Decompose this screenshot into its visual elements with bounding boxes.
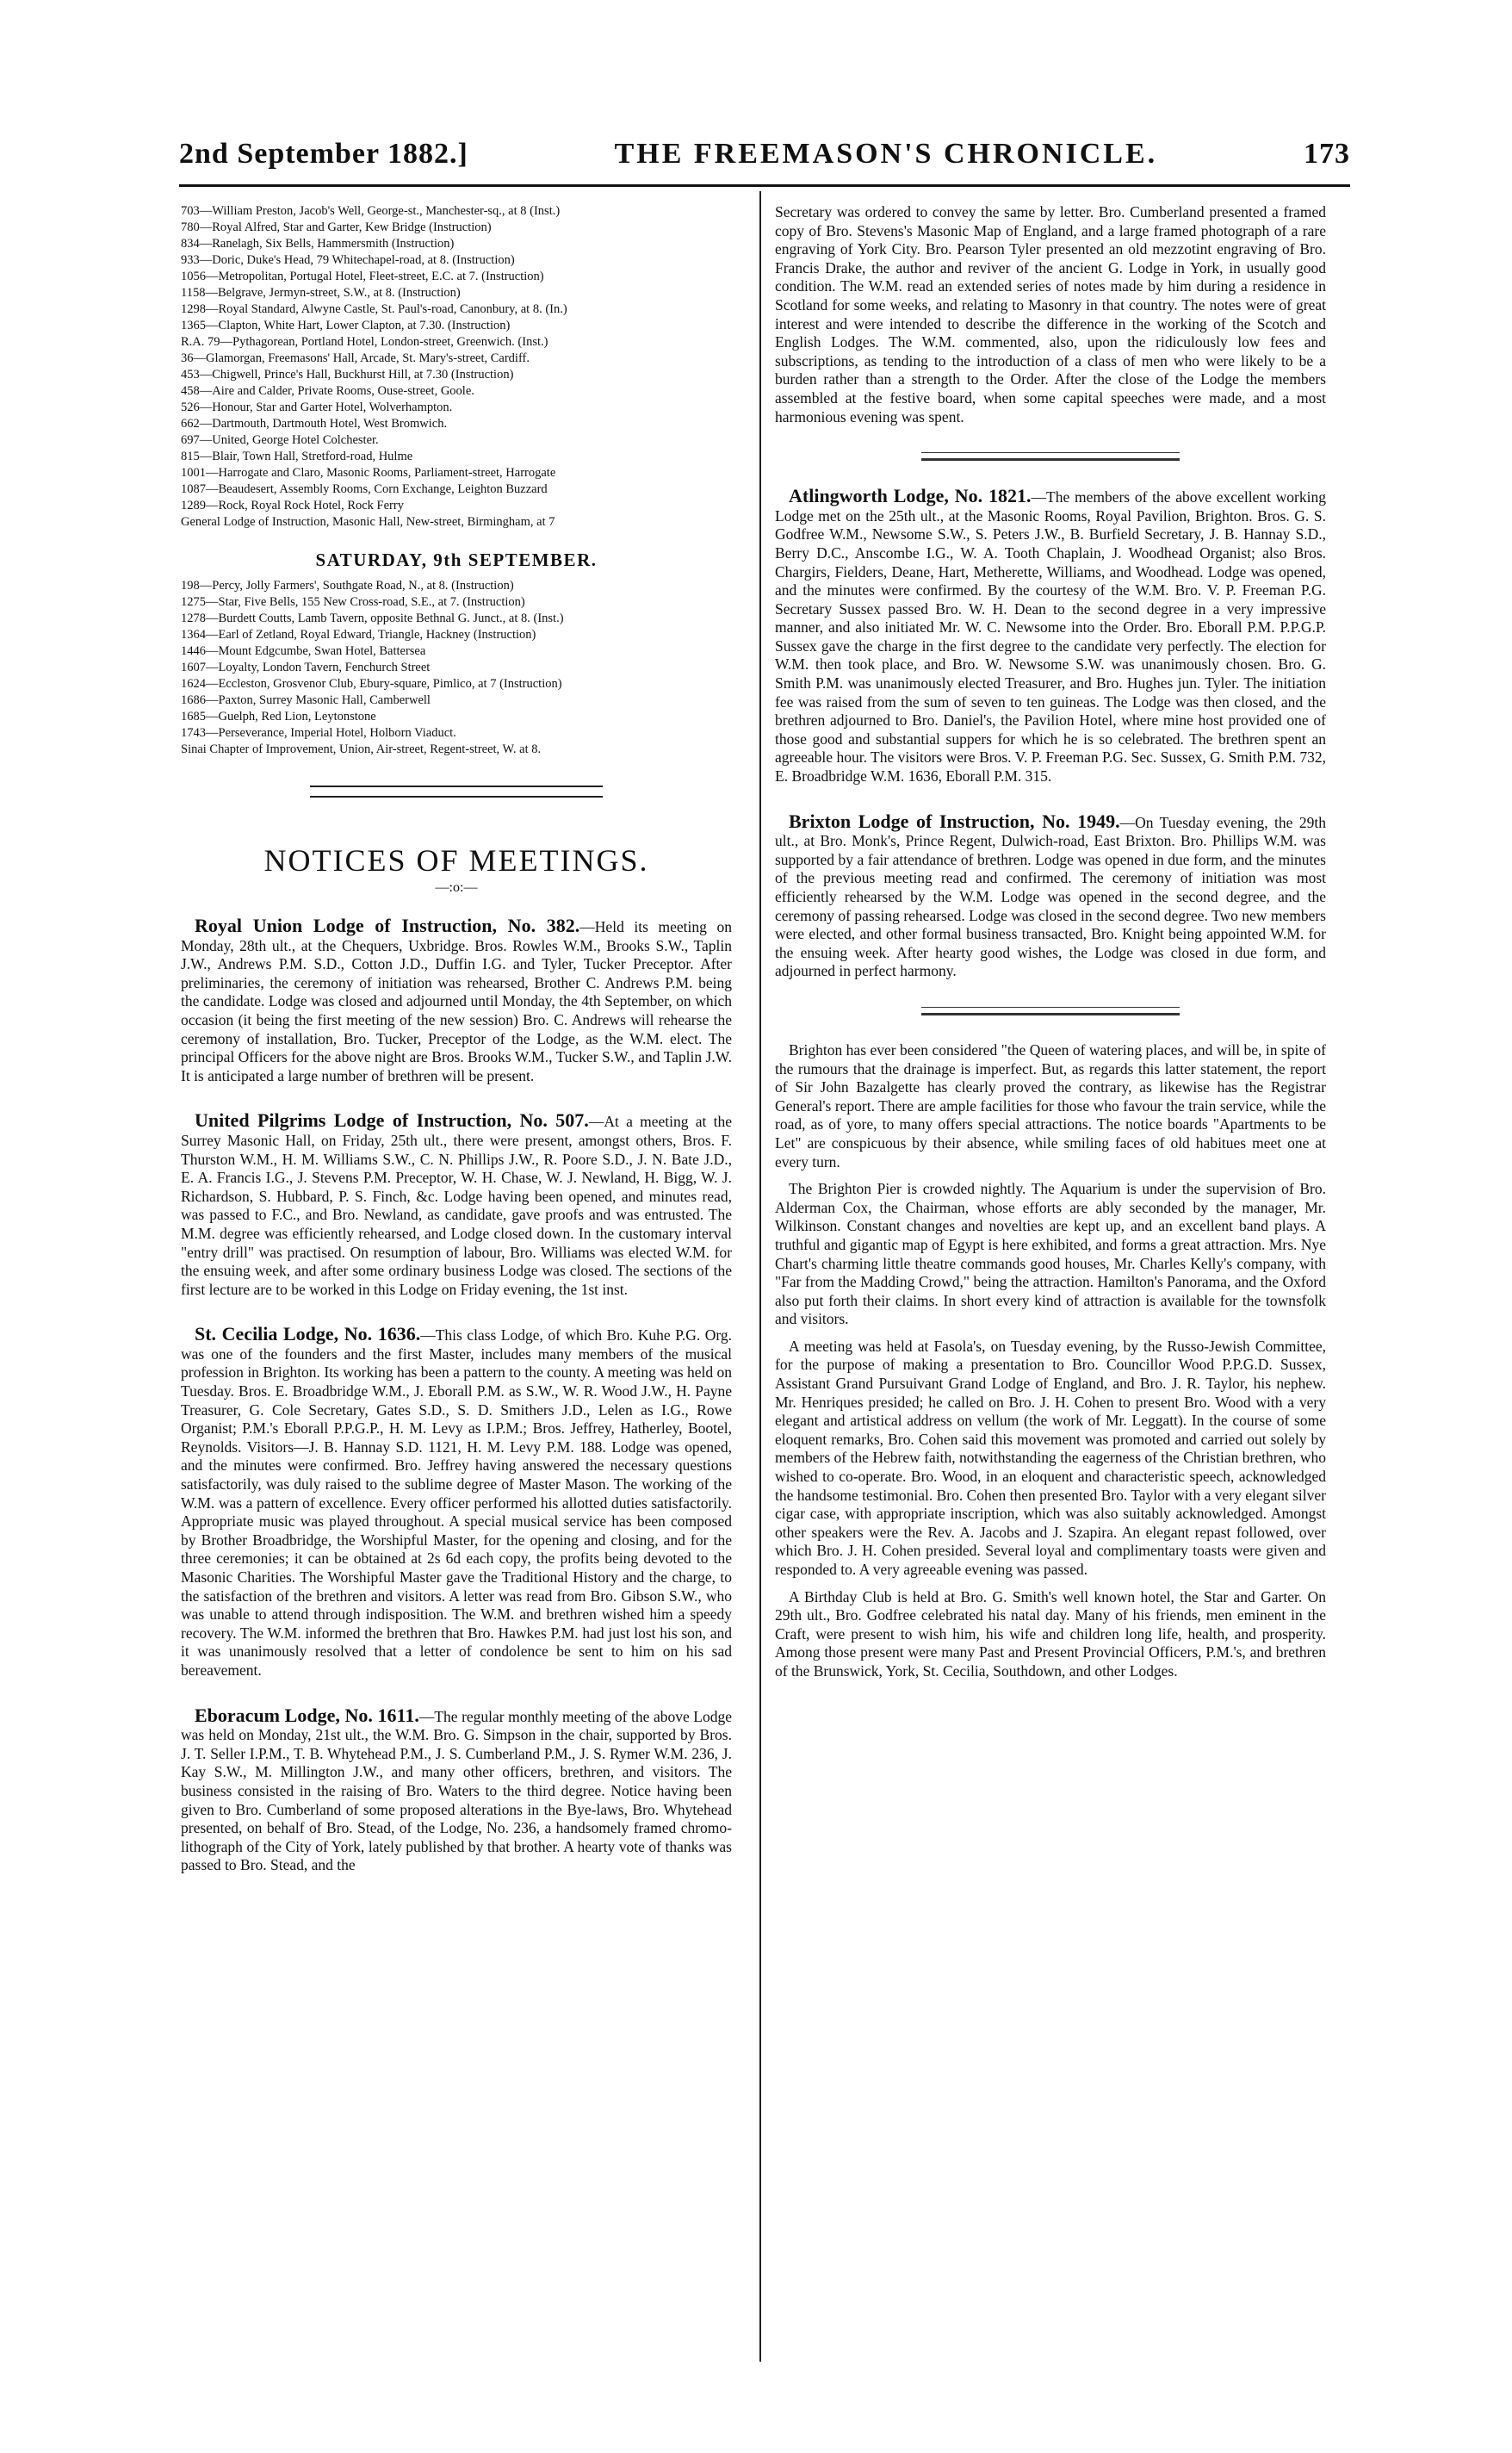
lodge-meeting-entry: 1278—Burdett Coutts, Lamb Tavern, opposite Bethnal G. Junct., at 8. (Inst.) <box>181 612 564 625</box>
left-column <box>181 203 732 1875</box>
lodge-meeting-entry: R.A. 79—Pythagorean, Portland Hotel, London-street, Greenwich. (Inst.) <box>181 335 548 349</box>
lodge-meeting-entry: 662—Dartmouth, Dartmouth Hotel, West Bromwich. <box>181 417 448 431</box>
article-title: Atlingworth Lodge, No. 1821. <box>789 485 1032 507</box>
lodge-meeting-entry: 1686—Paxton, Surrey Masonic Hall, Camberwell <box>181 693 431 707</box>
article-body: —The members of the above excellent working Lodge met on the 25th ult., at the Masonic Rooms, Royal Pavilion, Brighton. Bros. G. S. Godfree W.M., Newsome S.W., S. Peters J.W., B. Burfield Secretary, J. B. Hannay S.D., Berry D.C., Anscombe I.G., W. A. Tooth Chaplain, J. Woodhead Organist; also Bros. Chargirs, Fielders, Deane, Hart, Metherette, Williams, and Woodhead. Lodge was opened, and the minutes were confirmed. By the courtesy of the W.M. Bro. V. P. Freeman P.G. Secretary Sussex passed Bro. W. H. Dean to the second degree in a very impressive manner, and also initiated Mr. W. C. Newsome into the Order. Bro. Eborall P.M. P.P.G.P. Sussex gave the charge in the first degree to the candidate very perfectly. The election for W.M. then took place, and Bro. W. Newsome S.W. was unanimously chosen. Bro. G. Smith P.M. was unanimously elected Treasurer, and Bro. Hughes jun. Tyler. The initiation fee was raised from the sum of seven to ten guineas. The Lodge was then closed, and the brethren adjourned to Bro. Daniel's, the Pavilion Hotel, where mine host provided one of those good and substantial suppers for which he is so celebrated. The brethren spent an agreeable hour. The visitors were Bros. V. P. Freeman P.G. Sec. Sussex, G. Smith P.M. 732, E. Broadbridge W.M. 1636, Eborall P.M. 315. <box>775 488 1326 786</box>
lodge-meeting-entry: 703—William Preston, Jacob's Well, George-st., Manchester-sq., at 8 (Inst.) <box>181 204 561 218</box>
header-rule <box>179 184 1350 187</box>
lodge-meeting-entry: 1446—Mount Edgcumbe, Swan Hotel, Battersea <box>181 644 426 658</box>
brighton-paragraph: A Birthday Club is held at Bro. G. Smith's well known hotel, the Star and Garter. On 29th ult., Bro. Godfree celebrated his natal day. Many of his friends, men eminent in the Craft, were present to wish him, his wife and children long life, health, and prosperity. Among those present were many Past and Present Provincial Officers, P.M.'s, and brethren of the Brunswick, York, St. Cecilia, Southdown, and other Lodges. <box>775 1587 1326 1680</box>
article-body: —At a meeting at the Surrey Masonic Hall, on Friday, 25th ult., there were present, amongst others, Bros. F. Thurston W.M., H. M. Williams S.W., C. N. Phillips J.W., R. Poore S.D., J. N. Bate J.D., E. A. Francis I.G., J. Stevens P.M. Preceptor, W. H. Chase, W. J. Newland, H. Bigg, W. J. Richardson, S. Hubbard, P. S. Finch, &c. Lodge having been opened, and minutes read, was passed to F.C., and Bro. Newland, as candidate, gave proofs and was entrusted. The M.M. degree was efficiently rehearsed, and Lodge closed down. In the customary interval "entry drill" was practised. On resumption of labour, Bro. Williams was elected W.M. for the ensuing week, and after some ordinary business Lodge was closed. The sections of the first lecture are to be worked in this Lodge on Friday evening, the 1st inst. <box>181 1113 732 1298</box>
lodge-meeting-entry: 697—United, George Hotel Colchester. <box>181 433 379 447</box>
section-separator <box>921 1007 1180 1015</box>
lodge-meeting-entry: 526—Honour, Star and Garter Hotel, Wolverhampton. <box>181 401 453 414</box>
article-royal-union <box>181 916 732 1085</box>
page-number: 173 <box>1303 138 1350 170</box>
lodge-meeting-entry: 1607—Loyalty, London Tavern, Fenchurch Street <box>181 661 431 674</box>
article-title: United Pilgrims Lodge of Instruction, No. 507. <box>195 1109 589 1132</box>
lodge-meeting-entry: 1056—Metropolitan, Portugal Hotel, Fleet-street, E.C. at 7. (Instruction) <box>181 270 544 283</box>
lodge-meeting-entry: 1275—Star, Five Bells, 155 New Cross-road, S.E., at 7. (Instruction) <box>181 595 525 609</box>
article-body: —Held its meeting on Monday, 28th ult., at the Chequers, Uxbridge. Bros. Rowles W.M., Brooks S.W., Taplin J.W., Andrews P.M. S.D., Cotton J.D., Duffin I.G. and Tyler, Tucker Preceptor. After preliminaries, the ceremony of initiation was rehearsed, Brother C. Andrews P.M. being the candidate. Lodge was closed and adjourned until Monday, the 4th September, on which occasion (it being the first meeting of the new session) Bro. C. Andrews will rehearse the ceremony of installation, Bro. Tucker, Preceptor of the Lodge, as the W.M. elect. The principal Officers for the above night are Bros. Brooks W.M., Tucker S.W., and Taplin J.W. It is anticipated a large number of brethren will be present. <box>181 918 732 1084</box>
article-title: St. Cecilia Lodge, No. 1636. <box>195 1323 421 1345</box>
article-body: —This class Lodge, of which Bro. Kuhe P.G. Org. was one of the founders and the first Master, includes many members of the musical profession in Brighton. Its working has been a pattern to the county. A meeting was held on Tuesday. Bros. E. Broadbridge W.M., J. Eborall P.M. as S.W., W. R. Wood J.W., H. Payne Treasurer, G. Cole Secretary, Gates S.D., S. D. Smithers J.D., Lelen as I.G., Rowe Organist; P.M.'s Eborall P.P.G.P., H. M. Levy as I.P.M.; Bros. Jeffrey, Hatherley, Bootel, Reynolds. Visitors—J. B. Hannay S.D. 1121, H. M. Levy P.M. 188. Lodge was opened, and the minutes were confirmed. Bro. Jeffrey having answered the necessary questions satisfactorily, was duly raised to the sublime degree of Master Mason. The working of the W.M. was a pattern of excellence. Every officer performed his allotted duties satisfactorily. Appropriate music was played throughout. A special musical service has been composed by Brother Broadbridge, the Worshipful Master, for the opening and closing, and for the three ceremonies; it can be obtained at 2s 6d each copy, the profits being devoted to the Masonic Charities. The Worshipful Master gave the Traditional History and the charge, to the satisfaction of the brethren and visitors. A letter was read from Bro. Gibson S.W., who was unable to attend through indisposition. The W.M. and brethren wished him a speedy recovery. The W.M. informed the brethren that Bro. Hawkes P.M. had just lost his son, and it was unanimously resolved that a letter of condolence be sent to him on his sad bereavement. <box>181 1326 732 1679</box>
lodge-meeting-entry: 1364—Earl of Zetland, Royal Edward, Triangle, Hackney (Instruction) <box>181 628 536 642</box>
article-title: Eboracum Lodge, No. 1611. <box>195 1704 419 1726</box>
lodge-meeting-entry: 1365—Clapton, White Hart, Lower Clapton, at 7.30. (Instruction) <box>181 319 511 332</box>
article-title: Royal Union Lodge of Instruction, No. 382. <box>195 915 580 936</box>
lodge-meeting-entry: 815—Blair, Town Hall, Stretford-road, Hulme <box>181 450 413 463</box>
lodge-meeting-entry: 933—Doric, Duke's Head, 79 Whitechapel-road, at 8. (Instruction) <box>181 253 515 267</box>
lodge-meeting-entry: General Lodge of Instruction, Masonic Hall, New-street, Birmingham, at 7 <box>181 515 555 529</box>
column-divider <box>759 191 761 2362</box>
lodge-meeting-entry: 198—Percy, Jolly Farmers', Southgate Road, N., at 8. (Instruction) <box>181 579 514 593</box>
article-brixton <box>775 812 1326 981</box>
section-separator <box>921 452 1180 461</box>
brighton-paragraph: The Brighton Pier is crowded nightly. The Aquarium is under the supervision of Bro. Alderman Cox, the Chairman, whose efforts are ably seconded by the manager, Mr. Wilkinson. Constant changes and novelties are kept up, and an excellent band plays. A truthful and gigantic map of Egypt is here exhibited, and forms a great attraction. Mrs. Nye Chart's charming little theatre commands good houses, Mr. Charles Kelly's company, with "Far from the Madding Crowd," being the attraction. Hamilton's Panorama, and the Oxford also put forth their claims. In short every kind of attraction is available for the townsfolk and visitors. <box>775 1180 1326 1328</box>
masthead: THE FREEMASON'S CHRONICLE. <box>614 138 1158 170</box>
section-separator <box>310 786 603 798</box>
right-column <box>775 203 1326 1681</box>
article-eboracum-continued: Secretary was ordered to convey the same by letter. Bro. Cumberland presented a framed copy of Bro. Stevens's Masonic Map of England, and a large framed photograph of a rare engraving of York City. Bro. Pearson Tyler presented an old mezzotint engraving of Bro. Francis Drake, the author and reviver of the ancient G. Lodge in York, in usually good condition. The W.M. read an extended series of notes made by him during a residence in Scotland for some weeks, and relating to Masonry in that country. The notes were of great interest and were intended to describe the difference in the working of the Scotch and English Lodges. The W.M. commented, also, upon the ridiculously low fees and subscriptions, as tending to the introduction of a class of men who were likely to be a burden rather than a strength to the Order. After the close of the Lodge the members assembled at the festive board, when some capital speeches were made, and a most harmonious evening was spent. <box>775 203 1326 425</box>
lodge-meeting-entry: 1158—Belgrave, Jermyn-street, S.W., at 8. (Instruction) <box>181 286 461 300</box>
article-atlingworth <box>775 487 1326 786</box>
lodge-meeting-list-friday <box>181 203 732 531</box>
lodge-meeting-entry: 36—Glamorgan, Freemasons' Hall, Arcade, St. Mary's-street, Cardiff. <box>181 351 530 365</box>
issue-date: 2nd September 1882.] <box>179 138 468 170</box>
article-title: Brixton Lodge of Instruction, No. 1949. <box>789 810 1120 832</box>
lodge-meeting-entry: 1001—Harrogate and Claro, Masonic Rooms, Parliament-street, Harrogate <box>181 466 556 480</box>
lodge-meeting-entry: 1087—Beaudesert, Assembly Rooms, Corn Exchange, Leighton Buzzard <box>181 482 548 496</box>
saturday-heading: SATURDAY, 9th SEPTEMBER. <box>315 550 598 570</box>
article-body: —On Tuesday evening, the 29th ult., at Bro. Monk's, Prince Regent, Dulwich-road, East Brixton. Bro. Phillips W.M. was supported by a fair attendance of brethren. Lodge was opened in due form, and the minutes of the previous meeting read and confirmed. The ceremony of initiation was most efficiently rehearsed by the W.M. Lodge was opened in the second degree, and the ceremony of passing rehearsed. Lodge was closed in the second degree. Two new members were elected, and other formal business transacted, Bro. Knight being appointed W.M. for the ensuing week. After hearty good wishes, the Lodge was closed in due form, and adjourned in perfect harmony. <box>775 813 1326 980</box>
lodge-meeting-entry: Sinai Chapter of Improvement, Union, Air-street, Regent-street, W. at 8. <box>181 742 542 756</box>
lodge-meeting-list-saturday <box>181 578 732 758</box>
lodge-meeting-entry: 1298—Royal Standard, Alwyne Castle, St. Paul's-road, Canonbury, at 8. (In.) <box>181 302 567 316</box>
article-united-pilgrims <box>181 1111 732 1299</box>
lodge-meeting-entry: 780—Royal Alfred, Star and Garter, Kew Bridge (Instruction) <box>181 220 492 234</box>
lodge-meeting-entry: 453—Chigwell, Prince's Hall, Buckhurst Hill, at 7.30 (Instruction) <box>181 368 514 382</box>
lodge-meeting-entry: 1743—Perseverance, Imperial Hotel, Holborn Viaduct. <box>181 726 456 740</box>
notices-heading: NOTICES OF MEETINGS. <box>263 843 649 878</box>
lodge-meeting-entry: 1289—Rock, Royal Rock Hotel, Rock Ferry <box>181 499 404 512</box>
page-header <box>179 138 1350 181</box>
article-st-cecilia <box>181 1325 732 1680</box>
lodge-meeting-entry: 1624—Eccleston, Grosvenor Club, Ebury-square, Pimlico, at 7 (Instruction) <box>181 677 562 691</box>
lodge-meeting-entry: 458—Aire and Calder, Private Rooms, Ouse-street, Goole. <box>181 384 474 398</box>
brighton-paragraph: A meeting was held at Fasola's, on Tuesday evening, by the Russo-Jewish Committee, for the purpose of making a presentation to Bro. Councillor Wood P.P.G.D. Sussex, Assistant Grand Pursuivant Grand Lodge of England, and Bro. J. R. Taylor, his nephew. Mr. Henriques presided; he called on Bro. J. H. Cohen to present Bro. Wood with a very elegant and artistical address on vellum (the work of Mr. Leggatt). In the course of some eloquent remarks, Bro. Cohen said this movement was promoted and carried out solely by members of the Hebrew faith, notwithstanding the eagerness of the Christian brethren, who wished to co-operate. Bro. Wood, in an eloquent and characteristic speech, acknowledged the handsome testimonial. Bro. Cohen then presented Bro. Taylor with a very elegant silver cigar case, with appropriate inscription, which was also suitably acknowledged. Amongst other speakers were the Rev. A. Jacobs and J. Szapira. An elegant repast followed, over which Bro. J. H. Cohen presided. Several loyal and complimentary toasts were given and responded to. A very agreeable evening was passed. <box>775 1337 1326 1578</box>
notices-ornament: —:o:— <box>435 880 478 895</box>
article-eboracum <box>181 1706 732 1875</box>
lodge-meeting-entry: 834—Ranelagh, Six Bells, Hammersmith (Instruction) <box>181 237 455 251</box>
article-body: —The regular monthly meeting of the above Lodge was held on Monday, 21st ult., the W.M. Bro. G. Simpson in the chair, supported by Bros. J. T. Seller I.P.M., T. B. Whytehead P.M., J. S. Cumberland P.M., J. S. Rymer W.M. 236, J. Kay S.W., M. Millington J.W., and many other officers, brethren, and visitors. The business consisted in the raising of Bro. Waters to the third degree. Notice having been given to Bro. Cumberland of some proposed alterations in the Bye-laws, Bro. Whytehead presented, on behalf of Bro. Stead, of the Lodge, No. 236, a handsomely framed chromo-lithograph of the City of York, lately published by that brother. A hearty vote of thanks was passed to Bro. Stead, and the <box>181 1707 732 1874</box>
lodge-meeting-entry: 1685—Guelph, Red Lion, Leytonstone <box>181 710 376 723</box>
brighton-paragraph: Brighton has ever been considered "the Queen of watering places, and will be, in spite of the rumours that the drainage is imperfect. But, as regards this latter statement, the report of Sir John Bazalgette has clearly proved the contrary, as likewise has the Registrar General's report. There are ample facilities for those who favour the train service, while the road, as of yore, to many offers special attractions. The notice boards "Apartments to be Let" are conspicuous by their absence, while smiling faces of old habitues meet one at every turn. <box>775 1040 1326 1171</box>
